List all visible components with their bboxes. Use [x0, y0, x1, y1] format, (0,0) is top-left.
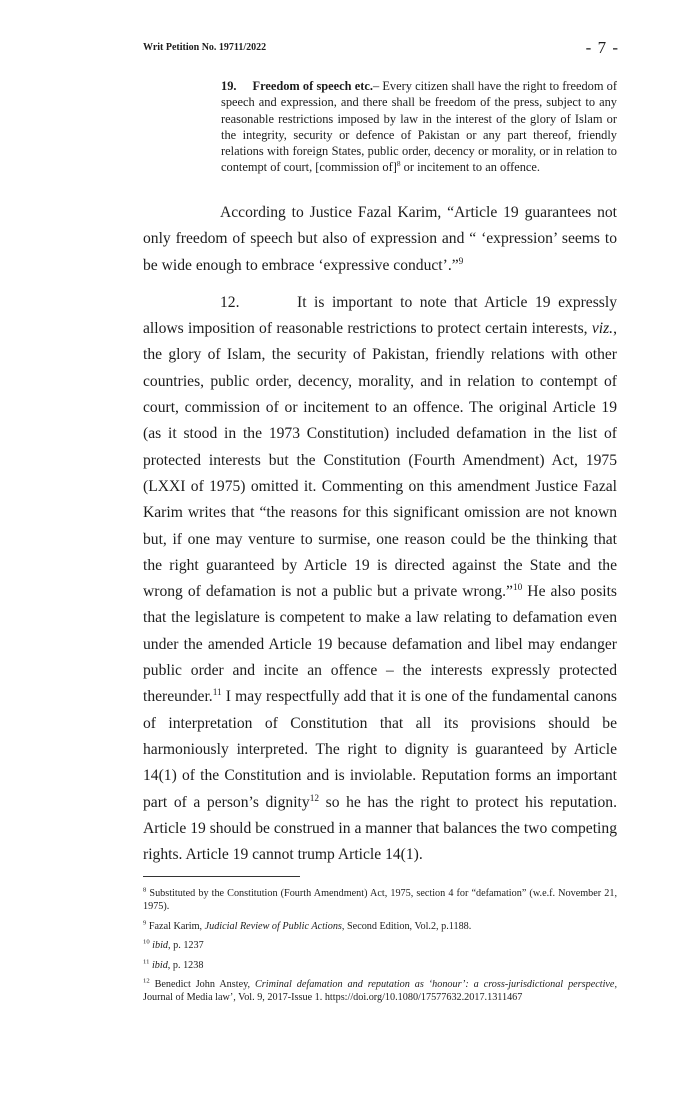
footnote-11: $^{11}$ ibid, p. 1238 — [143, 958, 204, 971]
footnote-ref-9[interactable]: 9 — [458, 256, 464, 267]
footnote-10: $^{10}$ ibid, p. 1237 — [143, 938, 204, 952]
quote-text-end: or incitement to an offence. — [400, 160, 541, 175]
body-text — [143, 200, 617, 868]
paragraph-12: 12. It is important to note that Article 19 expressly allows imposition of reasonable restrictions to protect certain interests, viz., the glory of Islam, the security of Pakistan, friendly relations with other countries, public order, decency, morality, and in relation to contempt of court, commission of or incitement to an offence. The original Article 19 (as it stood in the 1973 Constitution) included defamation in the list of protected interests but the Constitution (Fourth Amendment) Act, 1975 (LXXI of 1975) omitted it. Commenting on this amendment Justice Fazal Karim writes that “the reasons for this significant omission are not known but, if one may venture to surmise, one reason could be the thinking that the right guaranteed by Article 19 is directed against the State and the wrong of defamation is not a public but a private wrong.”$^{10}$ He also posits that the legislature is competent to make a law relating to defamation even under the amended Article 19 because defamation and libel may endanger public order and incite an offence – the interests expressly protected thereunder.$^{11}$ I may respectfully add that it is one of the fundamental canons of interpretation of Constitution that all its provisions should be harmoniously interpreted. The right to dignity is guaranteed by Article 14(1) of the Constitution and is inviolable. Reputation forms an important part of a person’s dignity$^{12}$ so he has the right to protect his reputation. Article 19 should be construed in a manner that balances the two competing rights. Article 19 cannot trump Article 14(1). — [143, 290, 617, 869]
quoted-article-19 — [221, 78, 617, 176]
footnote-12: $^{12}$ Benedict John Anstey, Criminal defamation and reputation as ‘honour’: a cross-jurisdictional perspective, Journal of Media law’, Vol. 9, 2017-Issue 1. https://doi.org/10.1080/17577632.2017.1311467 — [143, 977, 617, 1004]
case-title: Writ Petition No. 19711/2022 — [143, 42, 267, 53]
footnote-8: $^8$ Substituted by the Constitution (Fourth Amendment) Act, 1975, section 4 for “defamation” (w.e.f. November 21, 1975). — [143, 886, 617, 913]
quote-title-dash: – — [372, 79, 380, 93]
footnote-divider — [143, 876, 300, 877]
quote-article-number: 19. — [221, 79, 237, 93]
page-number: - 7 - — [585, 38, 619, 57]
footnote-9: $^9$ Fazal Karim, Judicial Review of Public Actions, Second Edition, Vol.2, p.1188. — [143, 919, 472, 932]
footnotes — [143, 887, 617, 1011]
footnote-ref-10[interactable]: 10 — [512, 582, 523, 593]
footnote-12-source[interactable]: Journal of Media law’, Vol. 9, 2017-Issue 1. https://doi.org/10.1080/17577632.2017.1311467 — [143, 992, 523, 1004]
quote-text: Every citizen shall have the right to freedom of speech and expression, and there shall be freedom of the press, subject to any reasonable restrictions imposed by law in the interest of the glory of Islam or the integrity, security or defence of Pakistan or any part thereof, friendly relations with foreign States, public order, decency or morality, or in relation to contempt of court, [commission of] — [221, 79, 617, 175]
footnote-ref-8[interactable]: 8 — [396, 159, 401, 169]
paragraph-intro: According to Justice Fazal Karim, “Article 19 guarantees not only freedom of speech but also of expression and “ ‘expression’ seems to be wide enough to embrace ‘expressive conduct’.”$^9$ — [143, 204, 617, 274]
paragraph-number: 12. — [220, 293, 240, 311]
footnote-ref-11[interactable]: 11 — [212, 688, 222, 699]
footnote-ref-12[interactable]: 12 — [309, 793, 320, 804]
quote-article-title: Freedom of speech etc. — [252, 79, 373, 93]
